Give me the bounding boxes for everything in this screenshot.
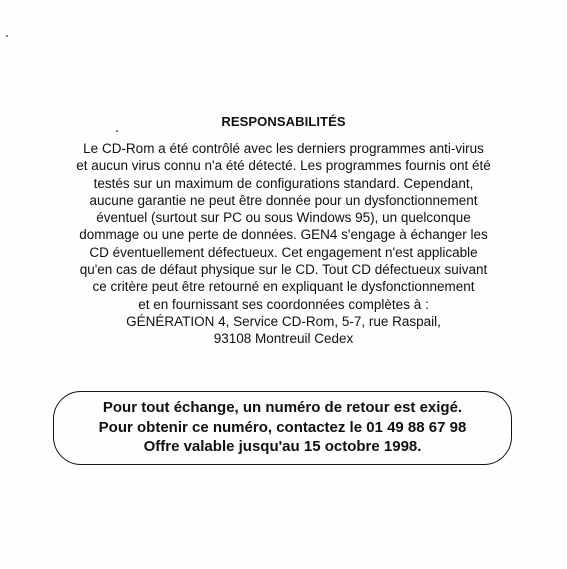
paragraph-line: CD éventuellement défectueux. Cet engagement n'est applicable [89,244,478,260]
notice-line: Offre valable jusqu'au 15 octobre 1998. [143,438,422,455]
notice-line: Pour obtenir ce numéro, contactez le 01 49 88 67 98 [98,418,467,436]
dust-speck [6,35,8,37]
address-line: GÉNÉRATION 4, Service CD-Rom, 5-7, rue Raspail, [126,313,441,329]
paragraph-line: et en fournissant ses coordonnées complètes à : [138,296,429,312]
exchange-notice-box [53,391,512,465]
document-title: RESPONSABILITÉS [221,114,346,129]
paragraph-line: testés sur un maximum de configurations standard. Cependant, [93,175,474,191]
paragraph-line: Le CD-Rom a été contrôlé avec les derniers programmes anti-virus [83,141,484,156]
paragraph-line: qu'en cas de défaut physique sur le CD. Tout CD défectueux suivant [79,262,488,278]
notice-line: Pour tout échange, un numéro de retour est exigé. [102,399,463,416]
paragraph-line: éventuel (surtout sur PC ou sous Windows 95), un quelconque [96,210,471,226]
dust-speck [116,130,118,132]
address-line: 93108 Montreuil Cedex [213,331,354,347]
paragraph-line: et aucun virus connu n'a été détecté. Les programmes fournis ont été [76,158,491,174]
paragraph-line: aucune garantie ne peut être donnée pour un dysfonctionnement [89,192,478,208]
responsibility-paragraph [30,140,537,348]
paragraph-line: ce critère peut être retourné en expliquant le dysfonctionnement [92,279,475,295]
paragraph-line: dommage ou une perte de données. GEN4 s'engage à échanger les [79,227,488,243]
